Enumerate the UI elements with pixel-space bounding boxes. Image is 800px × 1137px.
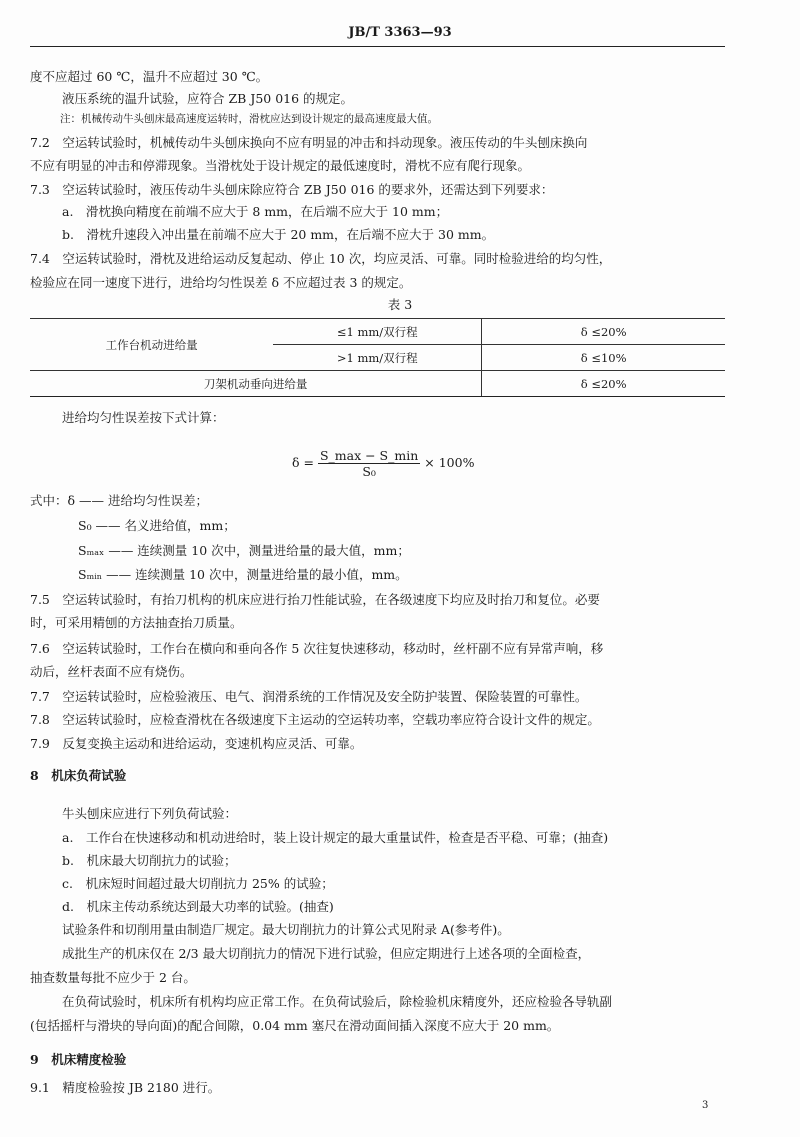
paragraph-line: 度不应超过 60 ℃，温升不应超过 30 ℃。	[30, 69, 269, 84]
clause-7-7: 7.7 空运转试验时，应检验液压、电气、润滑系统的工作情况及安全防护装置、保险装置的可靠性。	[30, 689, 588, 704]
header-rule	[30, 46, 725, 47]
note: 注：机械传动牛头刨床最高速度运转时，滑枕应达到设计规定的最高速度最大值。	[60, 113, 438, 125]
formula-denominator: S₀	[362, 464, 376, 479]
list-item: b. 机床最大切削抗力的试验；	[62, 853, 237, 868]
paragraph-line: 牛头刨床应进行下列负荷试验：	[62, 806, 238, 821]
clause-7-5: 7.5 空运转试验时，有抬刀机构的机床应进行抬刀性能试验，在各级速度下均应及时抬刀和复位。必要	[30, 592, 600, 607]
list-item: d. 机床主传动系统达到最大功率的试验。(抽查)	[62, 899, 334, 914]
list-item: c. 机床短时间超过最大切削抗力 25% 的试验；	[62, 876, 334, 891]
paragraph-line: 进给均匀性误差按下式计算：	[62, 410, 225, 425]
formula-lhs: δ =	[292, 455, 314, 470]
clause-7-2: 7.2 空运转试验时，机械传动牛头刨床换向不应有明显的冲击和抖动现象。液压传动的牛头刨床换向	[30, 135, 588, 150]
clause-7-3: 7.3 空运转试验时，液压传动牛头刨床除应符合 ZB J50 016 的要求外，还需达到下列要求：	[30, 182, 554, 197]
table-title: 表 3	[387, 297, 413, 312]
formula-tail: × 100%	[424, 455, 475, 470]
table-3	[30, 318, 725, 397]
where-line: Sₘₐₓ —— 连续测量 10 次中，测量进给量的最大值，mm；	[78, 543, 410, 558]
where-line: S₀ —— 名义进给值，mm；	[78, 518, 236, 533]
table-cell: 工作台机动进给量	[30, 319, 273, 371]
paragraph-line: 时，可采用精刨的方法抽查抬刀质量。	[30, 615, 243, 630]
where-line: 式中：δ —— 进给均匀性误差；	[30, 493, 208, 508]
table-cell: δ ≤10%	[482, 345, 725, 371]
paragraph-line: 在负荷试验时，机床所有机构均应正常工作。在负荷试验后，除检验机床精度外，还应检验各导轨副	[62, 994, 613, 1009]
page-number: 3	[702, 1100, 709, 1111]
paragraph-line: (包括摇杆与滑块的导向面)的配合间隙，0.04 mm 塞尺在滑动面间插入深度不应大于 20 mm。	[30, 1018, 560, 1033]
table-cell: 刀架机动垂向进给量	[30, 371, 482, 397]
paragraph-line: 抽查数量每批不应少于 2 台。	[30, 970, 196, 985]
table-cell: δ ≤20%	[482, 319, 725, 345]
clause-7-4: 7.4 空运转试验时，滑枕及进给运动反复起动、停止 10 次，均应灵活、可靠。同时检验进给的均匀性，	[30, 251, 612, 266]
document-header: JB/T 3363—93	[348, 25, 452, 40]
paragraph-line: 不应有明显的冲击和停滞现象。当滑枕处于设计规定的最低速度时，滑枕不应有爬行现象。	[30, 158, 531, 173]
clause-7-9: 7.9 反复变换主运动和进给运动，变速机构应灵活、可靠。	[30, 736, 363, 751]
paragraph-line: 试验条件和切削用量由制造厂规定。最大切削抗力的计算公式见附录 A(参考件)。	[62, 922, 510, 937]
section-9-heading: 9 机床精度检验	[30, 1052, 127, 1067]
section-8-heading: 8 机床负荷试验	[30, 768, 127, 783]
table-row	[30, 319, 725, 345]
clause-9-1: 9.1 精度检验按 JB 2180 进行。	[30, 1080, 221, 1095]
list-item: a. 滑枕换向精度在前端不应大于 8 mm，在后端不应大于 10 mm；	[62, 204, 449, 219]
table-cell: ≤1 mm/双行程	[273, 319, 482, 345]
table-cell: δ ≤20%	[482, 371, 725, 397]
list-item: b. 滑枕升速段入冲出量在前端不应大于 20 mm，在后端不应大于 30 mm。	[62, 227, 495, 242]
formula-fraction	[318, 448, 420, 479]
clause-7-8: 7.8 空运转试验时，应检查滑枕在各级速度下主运动的空运转功率，空载功率应符合设计文件的规定。	[30, 712, 600, 727]
clause-7-6: 7.6 空运转试验时，工作台在横向和垂向各作 5 次往复快速移动，移动时，丝杆副不应有异常声响，移	[30, 641, 604, 656]
formula	[292, 448, 474, 479]
list-item: a. 工作台在快速移动和机动进给时，装上设计规定的最大重量试件，检查是否平稳、可靠；(抽查)	[62, 830, 609, 845]
paragraph-line: 液压系统的温升试验，应符合 ZB J50 016 的规定。	[62, 91, 354, 106]
paragraph-line: 成批生产的机床仅在 2/3 最大切削抗力的情况下进行试验，但应定期进行上述各项的全面检查，	[62, 946, 591, 961]
paragraph-line: 检验应在同一速度下进行，进给均匀性误差 δ 不应超过表 3 的规定。	[30, 275, 412, 290]
table-cell: >1 mm/双行程	[273, 345, 482, 371]
where-line: Sₘᵢₙ —— 连续测量 10 次中，测量进给量的最小值，mm。	[78, 567, 408, 582]
table-row	[30, 371, 725, 397]
formula-numerator: S_max − S_min	[319, 448, 419, 463]
paragraph-line: 动后，丝杆表面不应有烧伤。	[30, 664, 193, 679]
